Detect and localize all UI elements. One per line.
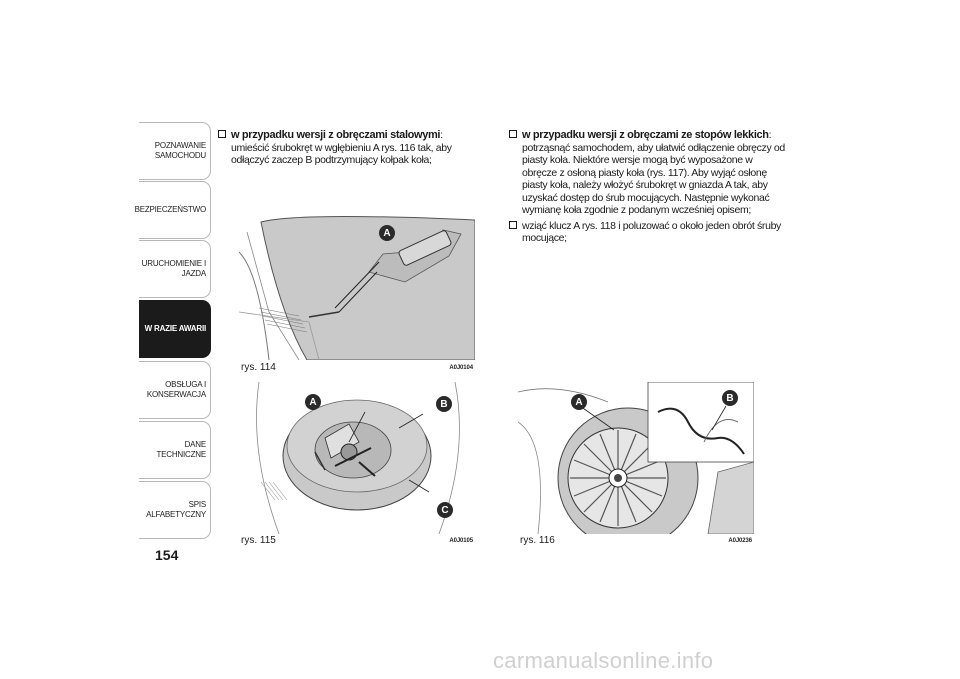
bullet-item [218,129,480,167]
callout-label-b [722,390,738,406]
tab-label: DANE TECHNICZNE [156,440,206,459]
callout-text: A [383,227,391,239]
callout-text: C [441,504,449,516]
figure-code: A0J0105 [449,538,473,544]
bullet-text: : potrząsnąć samochodem, aby ułatwić odłączenie obręczy od piasty koła. Niektóre wersje mogą być wyposażone w obręcze z osłoną piasty koła (rys. 117). Aby wyjąć osłonę piasty koła, należy włożyć śrubokręt w gniazda A tak, aby uzyskać dostęp do śrub mocujących. Następnie wykonać wymianę koła zgodnie z podanym wcześniej opisem; [522,129,785,216]
page-number: 154 [155,547,179,563]
figure-116-image [518,382,754,534]
watermark: carmanualsonline.info [493,648,714,673]
figure-116 [518,382,754,547]
tab-w-razie-awarii[interactable] [139,300,211,358]
trunk-floor-illustration [239,212,475,360]
bullet-item [509,129,787,217]
callout-text: B [440,398,448,410]
checkbox-bullet-icon [509,221,517,229]
tab-spis-alfabetyczny[interactable] [139,481,211,539]
tab-dane-techniczne[interactable] [139,421,211,479]
tab-bezpieczenstwo[interactable] [134,181,211,239]
bullet-bold-text: w przypadku wersji z obręczami stalowymi [231,129,441,141]
callout-label-a [571,394,587,410]
tab-label: SPIS ALFABETYCZNY [146,500,206,519]
bullet-text: : umieścić śrubokręt w wgłębieniu A rys. 116 tak, aby odłączyć zaczep B podtrzymujący kołpak koła; [231,129,452,166]
tab-obsluga-i-konserwacja[interactable] [139,361,211,419]
callout-label-c [437,502,453,518]
tab-label: POZNAWANIE SAMOCHODU [154,141,206,160]
figure-code: A0J0104 [449,365,473,371]
callout-label-a [305,394,321,410]
callout-text: B [726,392,734,404]
figure-caption: rys. 116 [520,535,555,546]
bullet-text: wziąć klucz A rys. 118 i poluzować o około jeden obrót śruby mocujące; [522,219,781,244]
tab-label: OBSŁUGA I KONSERWACJA [146,380,206,399]
figure-114 [239,212,475,374]
callout-label-b [436,396,452,412]
checkbox-bullet-icon [218,130,226,138]
checkbox-bullet-icon [509,130,517,138]
figure-caption: rys. 114 [241,362,276,373]
figure-114-image [239,212,475,360]
tab-label: BEZPIECZEŃSTWO [134,205,206,214]
bullet-item [509,220,787,245]
tab-label: URUCHOMIENIE I JAZDA [141,259,206,278]
figure-code: A0J0236 [728,538,752,544]
tab-poznawanie-samochodu[interactable] [139,122,211,180]
figure-115-image [239,382,475,534]
tab-uruchomienie-i-jazda[interactable] [139,240,211,298]
left-text-column [218,129,480,170]
bullet-bold-text: w przypadku wersji z obręczami ze stopów lekkich [522,129,769,141]
callout-text: A [575,396,583,408]
tab-label: W RAZIE AWARII [144,324,206,333]
callout-text: A [309,396,317,408]
wheel-hubcap-illustration [518,382,754,534]
figure-115 [239,382,475,547]
callout-label-a [379,225,395,241]
figure-caption: rys. 115 [241,535,276,546]
right-text-column [509,129,787,248]
